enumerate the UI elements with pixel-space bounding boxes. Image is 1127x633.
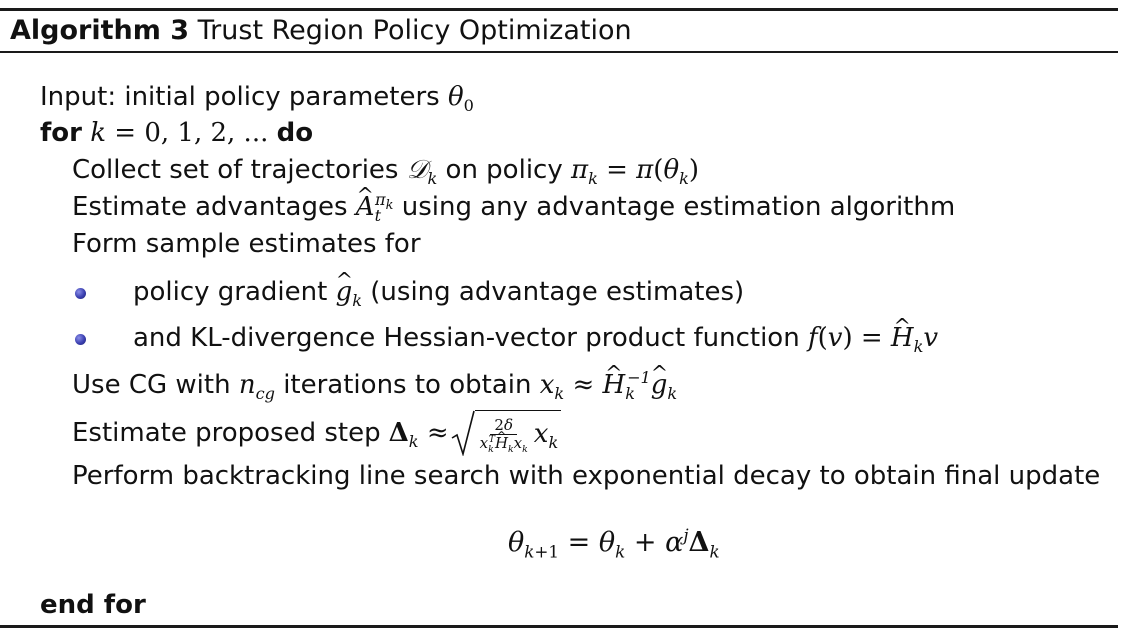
bullet1-post-text: (using advantage estimates)	[370, 277, 745, 307]
policy-math: $\pi_k = \pi(\theta_k)$	[571, 155, 700, 189]
input-text: Input: initial policy parameters	[40, 82, 440, 112]
advantage-pre-text: Estimate advantages	[72, 192, 348, 222]
cg-mid-text: iterations to obtain	[283, 370, 532, 400]
dataset-math: 𝒟$_k$	[406, 155, 438, 189]
for-line	[40, 116, 313, 150]
bottom-rule	[0, 625, 1118, 628]
k-var: k	[90, 118, 107, 148]
header-rule	[0, 51, 1118, 53]
hvp-math: f(v) = ^ $H_kv$	[808, 323, 938, 353]
collect-mid-text: on policy	[445, 155, 563, 185]
step-pre-text: Estimate proposed step	[72, 418, 381, 448]
form-line	[72, 227, 421, 261]
bullet2-line	[133, 321, 938, 355]
do-keyword: do	[276, 118, 314, 148]
input-line	[40, 80, 474, 114]
algorithm-label: Algorithm 3	[10, 15, 190, 46]
bullet-1	[75, 288, 86, 299]
backtrack-line	[72, 459, 1100, 493]
sqrt-expression: $\frac{2\delta}{x_k^T\^{} H_kx_k}$ $x_k$	[451, 410, 562, 456]
for-keyword: for	[40, 118, 82, 148]
top-rule	[0, 8, 1118, 11]
end-for-line	[40, 588, 146, 622]
step-line	[72, 410, 563, 456]
advantage-post-text: using any advantage estimation algorithm	[401, 192, 956, 222]
bullet1-line	[133, 275, 744, 309]
ncg-math: $n_{cg}$	[238, 370, 275, 404]
algorithm-title: Trust Region Policy Optimization	[197, 15, 632, 46]
form-text: Form sample estimates for	[72, 229, 421, 259]
cg-pre-text: Use CG with	[72, 370, 231, 400]
for-range: = 0, 1, 2, ...	[114, 118, 269, 148]
bullet1-pre-text: policy gradient	[133, 277, 328, 307]
delta-math: $\Delta_k$ ≈	[388, 418, 449, 452]
advantage-math: ^ $A_t^{\pi_k}$	[356, 192, 394, 222]
collect-line	[72, 153, 699, 187]
xk-math: $x_k$ ≈ ^ $H_k^{-1}\^{}$ $g_k$	[540, 370, 677, 400]
end-for-keyword: end for	[40, 590, 146, 620]
gradient-math: ^ $g_k$	[336, 277, 362, 307]
collect-text: Collect set of trajectories	[72, 155, 399, 185]
bullet-2	[75, 334, 86, 345]
backtrack-text: Perform backtracking line search with exponential decay to obtain final update	[72, 461, 1101, 491]
step-fraction: $\frac{2\delta}{x_k^T\^{} H_kx_k}$	[478, 417, 530, 452]
algorithm-header	[10, 13, 632, 49]
bullet2-pre-text: and KL-divergence Hessian-vector product function	[133, 323, 800, 353]
advantage-line	[72, 190, 955, 224]
theta0-math: $\theta_0$	[448, 82, 474, 116]
sqrt-icon	[451, 410, 475, 456]
update-equation: $\theta_{k+1} = \theta_k + \alpha^j\Delta_k$	[508, 525, 720, 562]
cg-line	[72, 368, 677, 402]
